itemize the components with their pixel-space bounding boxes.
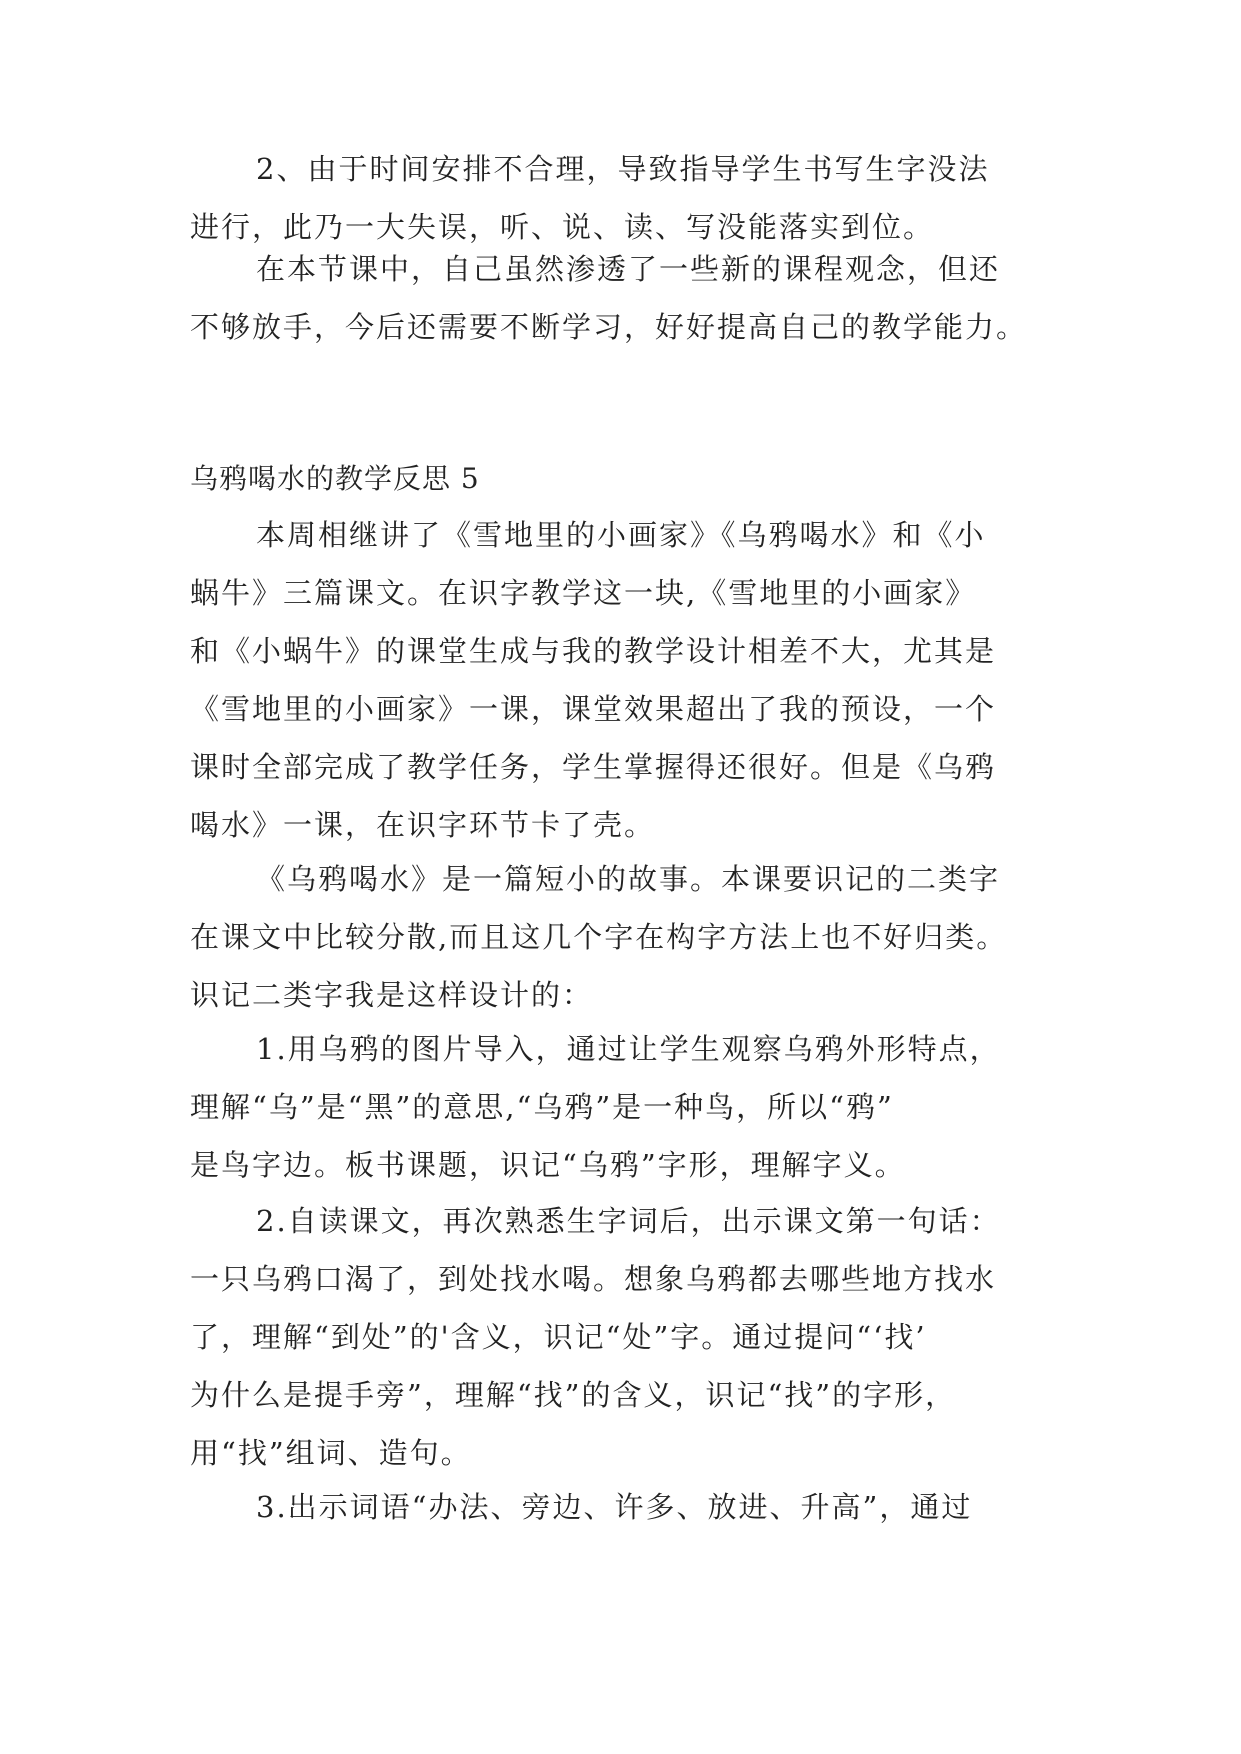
text-line: 课时全部完成了教学任务，学生掌握得还很好。但是《乌鸦 xyxy=(190,750,997,784)
text-line: 2、由于时间安排不合理，导致指导学生书写生字没法 xyxy=(256,152,990,186)
text-line: 喝水》一课，在识字环节卡了壳。 xyxy=(190,808,656,842)
text-line: 《乌鸦喝水》是一篇短小的故事。本课要识记的二类字 xyxy=(256,862,1001,896)
prev-paragraph-2 xyxy=(190,240,1070,356)
text-line: 2.自读课文，再次熟悉生字词后，出示课文第一句话： xyxy=(256,1204,1001,1238)
text-line: 3.出示词语“办法、旁边、许多、放进、升高”，通过 xyxy=(256,1490,973,1524)
text-line: 在课文中比较分散,而且这几个字在构字方法上也不好归类。 xyxy=(190,920,1008,954)
text-line: 理解“乌”是“黑”的意思,“乌鸦”是一种鸟，所以“鸦” xyxy=(190,1090,894,1124)
section-title: 乌鸦喝水的教学反思 5 xyxy=(190,462,480,495)
text-line: 进行，此乃一大失误，听、说、读、写没能落实到位。 xyxy=(190,210,935,244)
text-line: 是鸟字边。板书课题，识记“乌鸦”字形，理解字义。 xyxy=(190,1148,906,1182)
text-line: 识记二类字我是这样设计的： xyxy=(190,978,594,1012)
paragraph-2 xyxy=(190,850,1070,1024)
text-line: 1.用乌鸦的图片导入，通过让学生观察乌鸦外形特点， xyxy=(256,1032,1001,1066)
text-line: 用“找”组词、造句。 xyxy=(190,1436,472,1470)
paragraph-3 xyxy=(190,1020,1070,1194)
text-line: 不够放手，今后还需要不断学习，好好提高自己的教学能力。 xyxy=(190,310,1028,344)
paragraph-4 xyxy=(190,1192,1070,1482)
text-line: 为什么是提手旁”，理解“找”的含义，识记“找”的字形， xyxy=(190,1378,957,1412)
text-line: 了，理解“到处”的'含义，识记“处”字。通过提问“‘找’ xyxy=(190,1320,927,1354)
text-line: 本周相继讲了《雪地里的小画家》《乌鸦喝水》和《小 xyxy=(256,518,986,552)
paragraph-1 xyxy=(190,506,1070,854)
text-line: 《雪地里的小画家》一课，课堂效果超出了我的预设，一个 xyxy=(190,692,997,726)
text-line: 和《小蜗牛》的课堂生成与我的教学设计相差不大，尤其是 xyxy=(190,634,997,668)
text-line: 在本节课中，自己虽然渗透了一些新的课程观念，但还 xyxy=(256,252,1001,286)
text-line: 一只乌鸦口渴了，到处找水喝。想象乌鸦都去哪些地方找水 xyxy=(190,1262,997,1296)
prev-paragraph-1 xyxy=(190,140,1070,256)
text-line: 蜗牛》三篇课文。在识字教学这一块,《雪地里的小画家》 xyxy=(190,576,977,610)
paragraph-5 xyxy=(190,1478,1070,1536)
